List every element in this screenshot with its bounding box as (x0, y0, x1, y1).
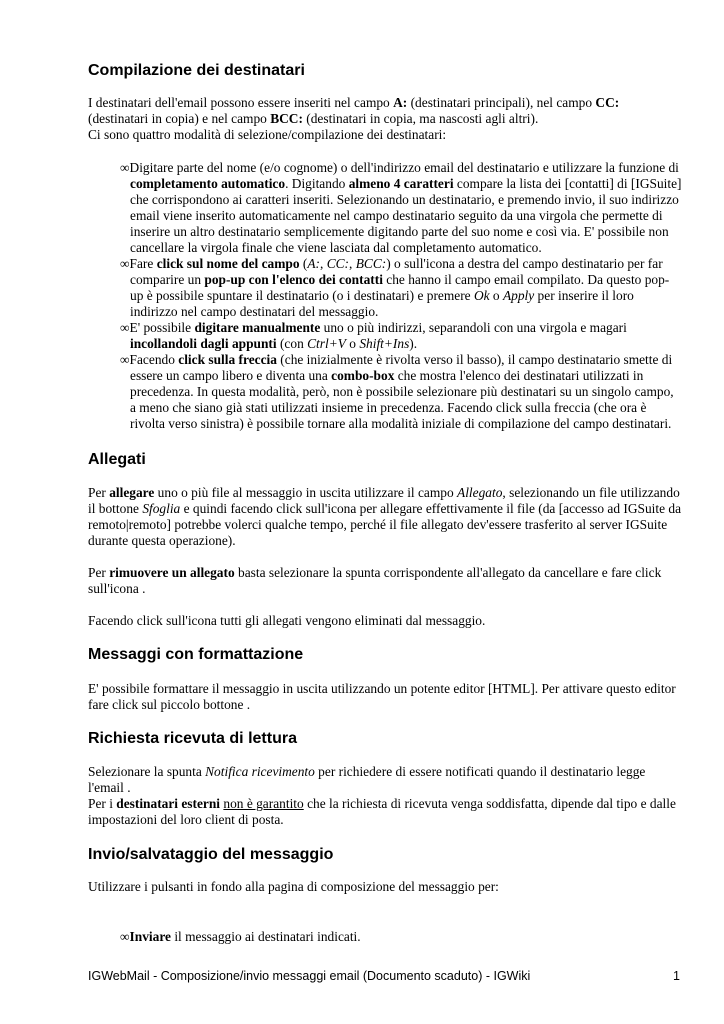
text-run: Ctrl+V (307, 336, 346, 351)
text-run: Notifica ricevimento (205, 764, 315, 779)
text-run: (destinatari in copia) e nel campo (88, 111, 271, 126)
text-run: , (319, 256, 327, 271)
text-run: Per (88, 485, 110, 500)
heading-messaggi-formattazione: Messaggi con formattazione (88, 646, 304, 663)
text-run: o (345, 336, 360, 351)
text-run: (con (276, 336, 308, 351)
text-run: uno o più indirizzi, separandoli con una virgola e magari (320, 320, 627, 335)
text-run: ∞Facendo (120, 352, 179, 367)
text-run: Selezionare la spunta (88, 764, 206, 779)
bullet-completamento-automatico (120, 160, 682, 256)
paragraph-allegare (88, 485, 682, 549)
text-run: Utilizzare i pulsanti in fondo alla pagina di composizione del messaggio per: (88, 879, 499, 894)
text-run: . Digitando (285, 176, 349, 191)
page-footer (88, 968, 680, 984)
text-run: almeno 4 caratteri (348, 176, 454, 191)
text-run: pop-up con l'elenco dei contatti (204, 272, 383, 287)
heading-compilazione-destinatari: Compilazione dei destinatari (88, 62, 305, 79)
text-run: combo-box (331, 368, 395, 383)
bullet-digitare-manualmente (120, 320, 682, 352)
text-run: click sul nome del campo (156, 256, 300, 271)
bullet-list-modalita (120, 160, 682, 432)
text-run: Facendo click sull'icona tutti gli allegati vengono eliminati dal messaggio. (88, 613, 486, 628)
text-run: completamento automatico (130, 176, 286, 191)
text-run: basta selezionare la spunta corrispondente all'allegato da cancellare e fare click sull'icona . (88, 565, 662, 596)
heading-ricevuta-lettura: Richiesta ricevuta di lettura (88, 730, 297, 747)
text-run: non è garantito (223, 796, 304, 811)
text-run: per richiedere di essere notificati quando il destinatario legge l'email . (88, 764, 646, 795)
text-run: ( (299, 256, 308, 271)
bullet-inviare (120, 929, 682, 945)
text-run: che hanno il campo email compilato. Da questo pop-up è possibile spuntare il destinatario (o i destinatari) e premere (130, 272, 670, 303)
text-run: Shift+Ins (359, 336, 410, 351)
text-run: ). (409, 336, 418, 351)
bullet-click-nome-campo (120, 256, 682, 320)
text-run: BCC: (355, 256, 387, 271)
text-run: I destinatari dell'email possono essere inseriti nel campo (88, 95, 394, 110)
text-run: Per i (88, 796, 117, 811)
text-run: e quindi facendo click sull'icona per allegare effettivamente il file (da [accesso ad IGSuite da remoto|remoto] potrebbe volerci qualche tempo, perché il file allegato dev'essere trasferito al server IGSuite durante questa operazione). (88, 501, 682, 548)
text-run: Sfoglia (142, 501, 181, 516)
text-run: , selezionando un file utilizzando il bottone (88, 485, 680, 516)
text-run: o (489, 288, 503, 303)
text-run: CC: (595, 95, 620, 110)
text-run: ∞Digitare parte del nome (e/o cognome) o dell'indirizzo email del destinatario e utilizzare la funzione di (120, 160, 679, 175)
text-run: che la richiesta di ricevuta venga soddisfatta, dipende dal tipo e dalle impostazioni del loro client di posta. (88, 796, 676, 827)
text-run: compare la lista dei [contatti] di [IGSuite] che corrispondono ai caratteri inseriti. Selezionando un destinatario, e premendo invio, il suo indirizzo email viene inserito automaticamente nel campo destinatario seguito da una virgola che permette di inserire un altro destinatario semplicemente digitando parte del suo nome e così via. E' possibile non cancellare la virgola finale che viene lasciata dal completamento automatico. (130, 176, 682, 255)
text-run: E' possibile formattare il messaggio in uscita utilizzando un potente editor [HTML]. Per attivare questo editor fare click sul piccolo bottone . (88, 681, 676, 712)
text-run: Allegato (457, 485, 503, 500)
text-run: destinatari esterni (116, 796, 221, 811)
footer-title: IGWebMail - Composizione/invio messaggi email (Documento scaduto) - IGWiki (88, 969, 531, 983)
text-run: il messaggio ai destinatari indicati. (170, 929, 361, 944)
paragraph-rimuovere-allegato (88, 565, 682, 597)
bullet-click-freccia (120, 352, 682, 432)
text-run: ) o sull'icona a destra del campo destinatario per far comparire un (130, 256, 663, 287)
text-run: (destinatari principali), nel campo (407, 95, 596, 110)
text-run: che mostra l'elenco dei destinatari utilizzati in precedenza. In questa modalità, però, non è possibile selezionare più destinatari su un singolo campo, a meno che siano già stati utilizzati insieme in precedenza. Facendo click sulla freccia (che ora è rivolta verso sinistra) è possibile tornare alla modalità iniziale di compilazione del campo destinatari. (130, 368, 674, 431)
page-number: 1 (673, 969, 680, 983)
text-run: incollandoli dagli appunti (130, 336, 277, 351)
text-run: digitare manualmente (194, 320, 321, 335)
text-run: allegare (109, 485, 155, 500)
text-run: Apply (502, 288, 535, 303)
text-run: A: (307, 256, 320, 271)
text-run: ∞Fare (120, 256, 157, 271)
paragraph-editor-html (88, 681, 682, 713)
paragraph-pulsanti (88, 879, 682, 895)
paragraph-destinatari-intro (88, 95, 682, 143)
text-run: A: (393, 95, 408, 110)
text-run: BCC: (270, 111, 303, 126)
text-run: uno o più file al messaggio in uscita utilizzare il campo (154, 485, 458, 500)
text-run: Inviare (129, 929, 171, 944)
text-run: (destinatari in copia, ma nascosti agli altri). (302, 111, 539, 126)
text-run: (che inizialmente è rivolta verso il basso), il campo destinatario smette di essere un campo libero e diventa una (130, 352, 673, 383)
paragraph-notifica-ricevimento (88, 764, 682, 828)
text-run: Ok (473, 288, 490, 303)
text-run: per inserire il loro indirizzo nel campo destinatari del messaggio. (130, 288, 634, 319)
text-run: ∞ (120, 929, 130, 944)
heading-allegati: Allegati (88, 451, 146, 468)
paragraph-elimina-allegati (88, 613, 682, 629)
bullet-list-pulsanti (120, 929, 682, 945)
text-run: ∞E' possibile (120, 320, 195, 335)
text-run: click sulla freccia (178, 352, 277, 367)
text-run: Per (88, 565, 110, 580)
text-run: CC: (326, 256, 350, 271)
text-run: Ci sono quattro modalità di selezione/compilazione dei destinatari: (88, 127, 447, 142)
text-run: , (349, 256, 356, 271)
text-run: rimuovere un allegato (109, 565, 235, 580)
heading-invio-salvataggio: Invio/salvataggio del messaggio (88, 846, 334, 863)
